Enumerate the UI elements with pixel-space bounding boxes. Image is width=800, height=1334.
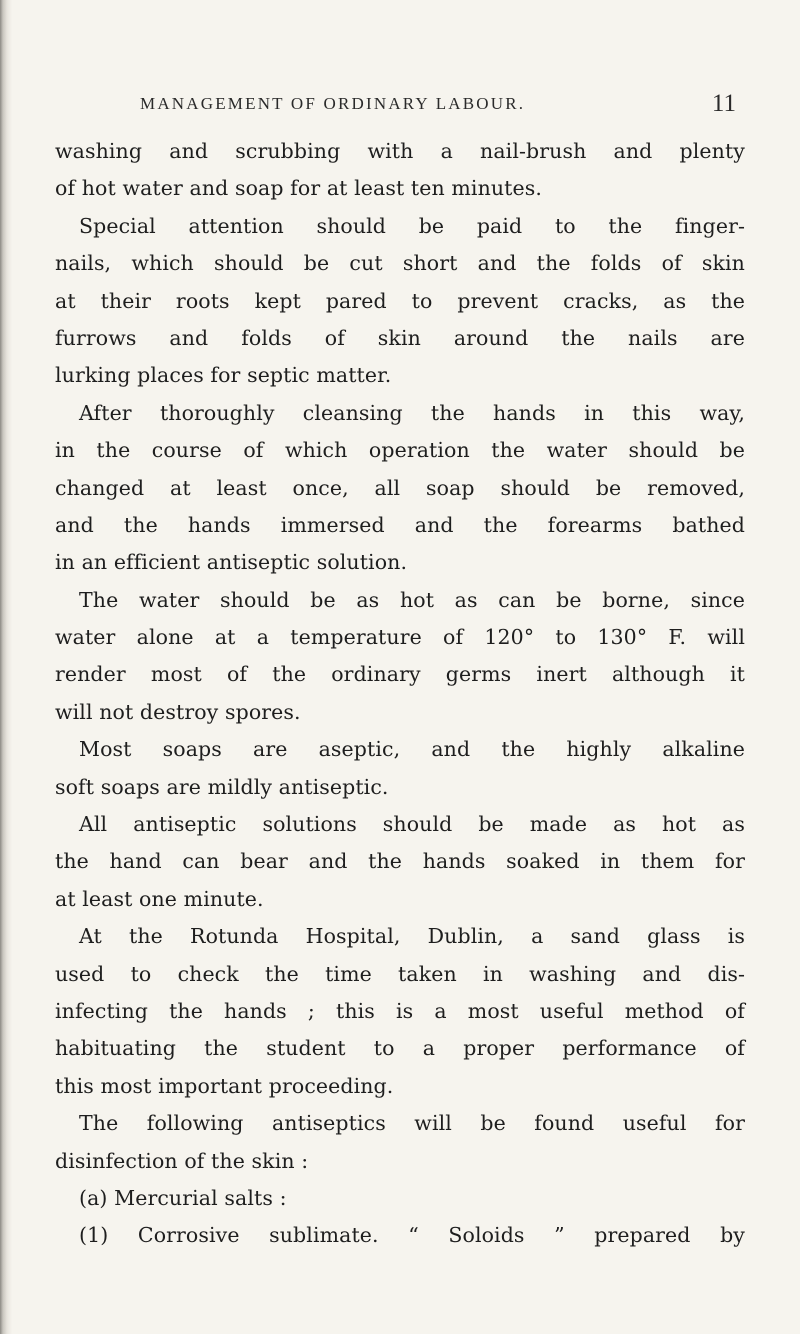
text-line: infecting the hands ; this is a most useful method of: [55, 998, 745, 1023]
text-line: at their roots kept pared to prevent cracks, as the: [55, 288, 745, 313]
text-line: and the hands immersed and the forearms bathed: [55, 512, 745, 537]
paragraph-first-line: Most soaps are aseptic, and the highly alkaline: [79, 737, 745, 762]
text-line: changed at least once, all soap should be removed,: [55, 475, 745, 500]
text-line: the hand can bear and the hands soaked in them for: [55, 849, 745, 874]
text-line: in the course of which operation the water should be: [55, 438, 745, 463]
text-line: furrows and folds of skin around the nails are: [55, 325, 745, 350]
list-heading: (a) Mercurial salts :: [79, 1185, 287, 1210]
paragraph-first-line: All antiseptic solutions should be made as hot as: [79, 812, 745, 837]
paragraph-first-line: The water should be as hot as can be borne, since: [79, 587, 745, 612]
text-line: at least one minute.: [55, 886, 264, 911]
text-line: lurking places for septic matter.: [55, 363, 392, 388]
running-title: MANAGEMENT OF ORDINARY LABOUR.: [140, 94, 526, 113]
paragraph-first-line: Special attention should be paid to the finger-: [79, 213, 745, 238]
paragraph-first-line: At the Rotunda Hospital, Dublin, a sand glass is: [79, 924, 745, 949]
text-line: water alone at a temperature of 120° to 130° F. will: [55, 625, 745, 650]
text-line: habituating the student to a proper performance of: [55, 1036, 745, 1061]
paragraph-first-line: The following antiseptics will be found useful for: [79, 1111, 745, 1136]
text-line: of hot water and soap for at least ten minutes.: [55, 176, 542, 201]
text-line: washing and scrubbing with a nail-brush and plenty: [55, 139, 745, 163]
text-line: this most important proceeding.: [55, 1073, 394, 1098]
text-line: will not destroy spores.: [55, 699, 301, 724]
paragraph-first-line: After thoroughly cleansing the hands in this way,: [79, 400, 745, 425]
running-head: [140, 90, 736, 120]
list-item: (1) Corrosive sublimate. “ Soloids ” prepared by: [79, 1223, 745, 1248]
text-line: in an efficient antiseptic solution.: [55, 550, 408, 575]
text-line: nails, which should be cut short and the folds of skin: [55, 251, 745, 276]
text-line: disinfection of the skin :: [55, 1148, 309, 1173]
text-line: soft soaps are mildly antiseptic.: [55, 774, 389, 799]
page-number: 11: [711, 90, 736, 117]
text-line: render most of the ordinary germs inert although it: [55, 662, 745, 687]
text-line: used to check the time taken in washing and dis-: [55, 961, 745, 986]
body-text: [55, 133, 745, 1255]
